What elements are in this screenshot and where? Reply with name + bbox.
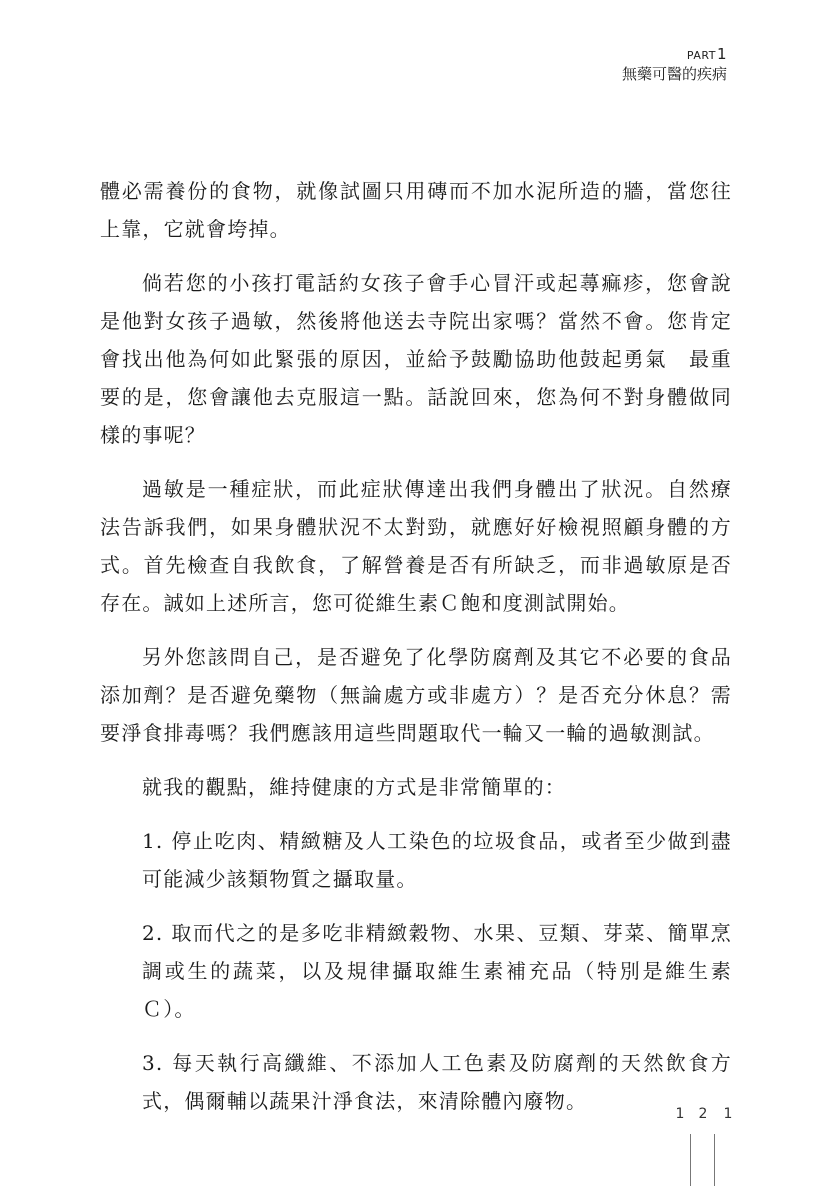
running-head xyxy=(622,46,727,84)
paragraph: 就我的觀點，維持健康的方式是非常簡單的： xyxy=(142,775,566,799)
page-number xyxy=(668,1100,740,1186)
page-number-digit: 1 xyxy=(675,1106,685,1122)
paragraph-continued: 體必需養份的食物，就像試圖只用磚而不加水泥所造的牆，當您往上靠，它就會垮掉。 xyxy=(100,179,732,241)
chapter-title: 無藥可醫的疾病 xyxy=(621,65,727,83)
part-label xyxy=(622,46,727,64)
list-item: 3. 每天執行高纖維、不添加人工色素及防腐劑的天然飲食方式，偶爾輔以蔬果汁淨食法，來清除體內廢物。 xyxy=(142,1051,732,1113)
body-text xyxy=(100,172,732,1136)
part-text: PART xyxy=(686,49,716,62)
list-item: 2. 取而代之的是多吃非精緻穀物、水果、豆類、芽菜、簡單烹調或生的蔬菜，以及規律攝取維生素補充品（特別是維生素Ｃ）。 xyxy=(142,921,732,1021)
folio-divider xyxy=(690,1134,691,1186)
paragraph: 倘若您的小孩打電話約女孩子會手心冒汗或起蕁痲疹，您會說是他對女孩子過敏，然後將他送去寺院出家嗎？當然不會。您肯定會找出他為何如此緊張的原因，並給予鼓勵協助他鼓起勇氣 最重要的是，您會讓他去克服這一點。話說回來，您為何不對身體做同樣的事呢？ xyxy=(100,271,732,447)
part-number: 1 xyxy=(716,45,727,63)
page-number-digit: 2 xyxy=(698,1106,708,1122)
page-number-digit: 1 xyxy=(723,1106,733,1122)
list-item: 1. 停止吃肉、精緻糖及人工染色的垃圾食品，或者至少做到盡可能減少該類物質之攝取量。 xyxy=(142,829,732,891)
paragraph: 另外您該問自己，是否避免了化學防腐劑及其它不必要的食品添加劑？是否避免藥物（無論處方或非處方）？是否充分休息？需要淨食排毒嗎？我們應該用這些問題取代一輪又一輪的過敏測試。 xyxy=(100,645,732,745)
folio-divider xyxy=(714,1134,715,1186)
paragraph: 過敏是一種症狀，而此症狀傳達出我們身體出了狀況。自然療法告訴我們，如果身體狀況不太對勁，就應好好檢視照顧身體的方式。首先檢查自我飲食，了解營養是否有所缺乏，而非過敏原是否存在。誠如上述所言，您可從維生素Ｃ飽和度測試開始。 xyxy=(100,477,732,615)
